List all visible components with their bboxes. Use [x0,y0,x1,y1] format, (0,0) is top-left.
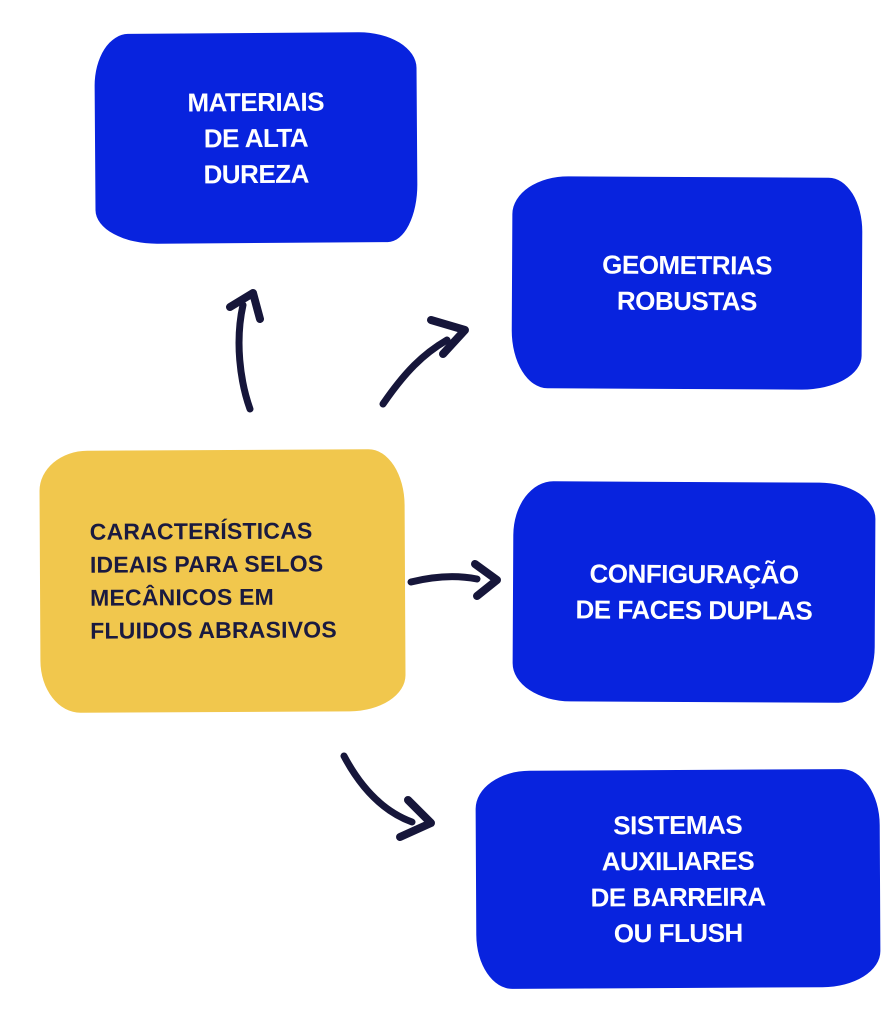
node-geometrias-robustas [511,176,862,390]
node-sistemas-label: SISTEMAS AUXILIARES DE BARREIRA OU FLUSH [590,809,766,949]
node-configuracao-label: CONFIGURAÇÃO DE FACES DUPLAS [575,558,813,626]
connector-arrow-right-icon [405,555,505,603]
central-node-label: CARACTERÍSTICAS IDEAIS PARA SELOS MECÂNICOS EM FLUIDOS ABRASIVOS [89,517,337,644]
node-materiais-label: MATERIAIS DE ALTA DUREZA [187,86,325,190]
node-materiais-de-alta-dureza [94,32,417,244]
connector-arrow-up-icon [220,283,276,415]
node-configuracao-de-faces-duplas [512,481,875,703]
connector-arrow-up-right-icon [375,312,475,412]
arrow-shaft [383,340,447,404]
central-node-caracteristicas [39,449,405,713]
node-geometrias-label: GEOMETRIAS ROBUSTAS [602,249,773,317]
arrow-shaft [239,305,250,409]
arrow-shaft [411,577,477,582]
connector-arrow-down-right-icon [330,746,442,846]
node-sistemas-auxiliares [475,769,880,989]
arrow-shaft [344,756,412,822]
